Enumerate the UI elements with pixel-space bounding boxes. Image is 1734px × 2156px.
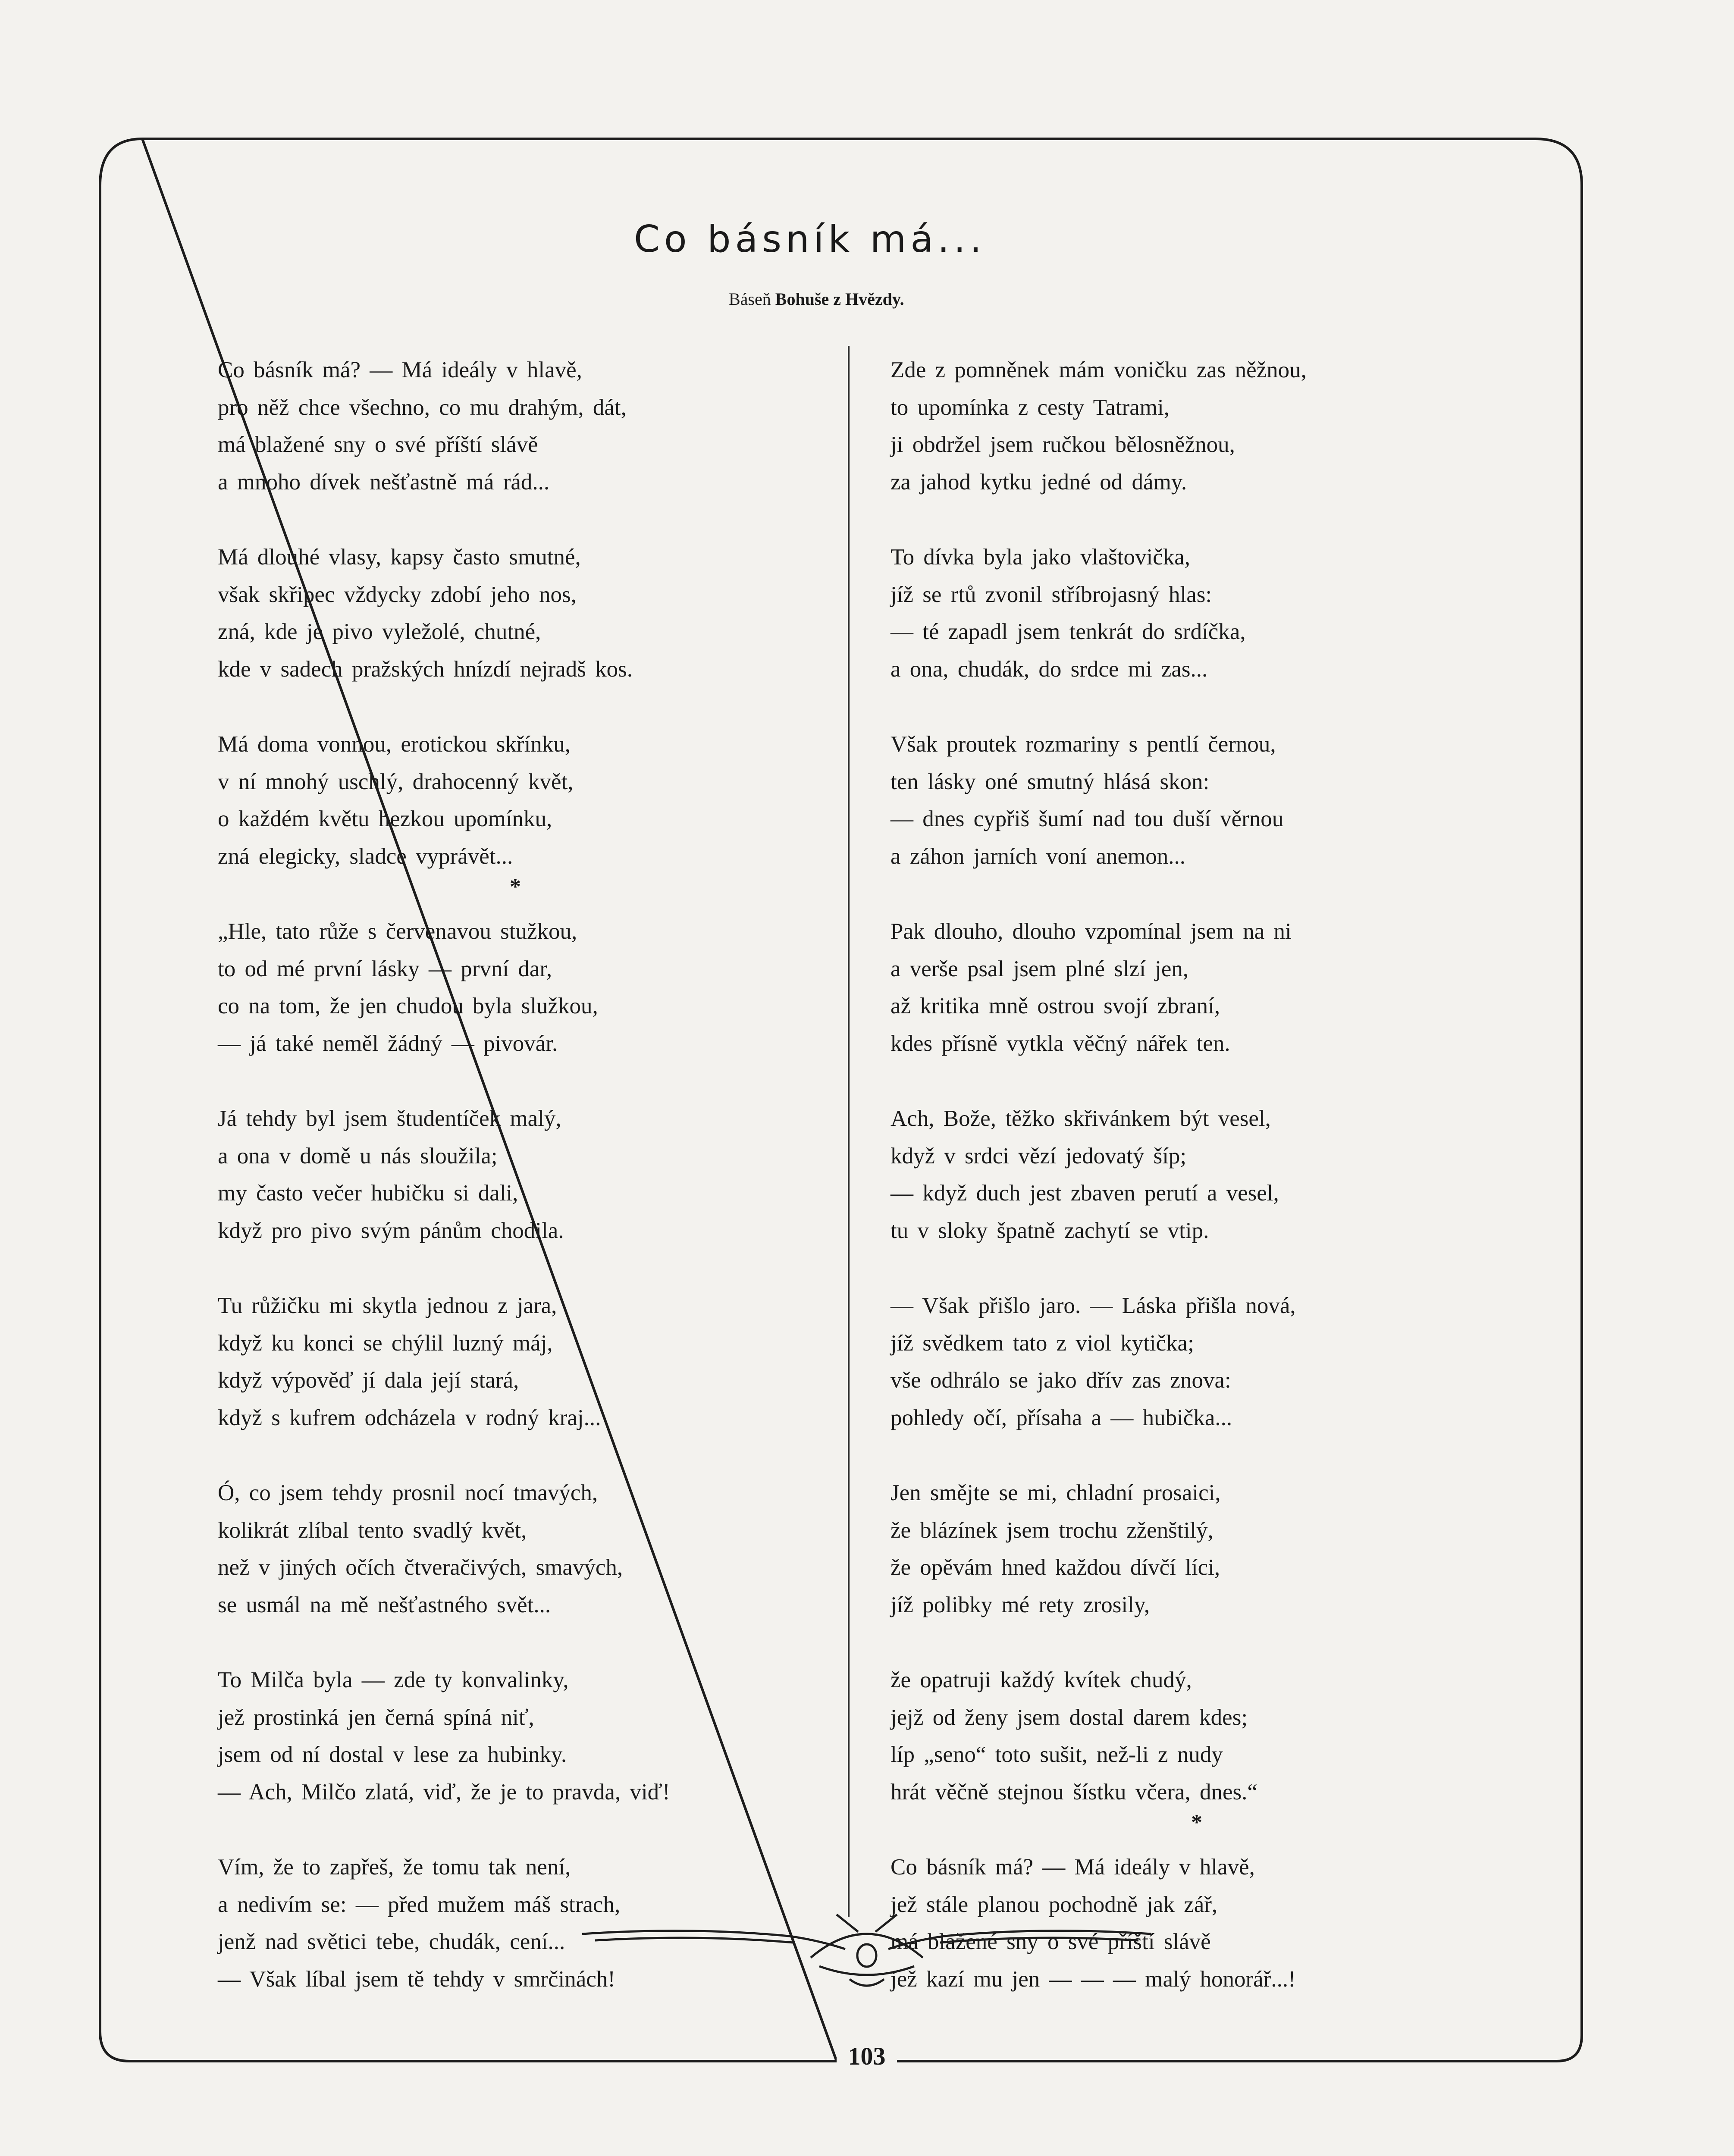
verse-line: Zde z pomněnek mám voničku zas něžnou,: [891, 357, 1307, 382]
verse-line: a ona, chudák, do srdce mi zas...: [891, 656, 1208, 682]
verse-line: to upomínka z cesty Tatrami,: [891, 395, 1170, 420]
verse-line: líp „seno“ toto sušit, než-li z nudy: [891, 1742, 1223, 1767]
verse-line: To Milča byla — zde ty konvalinky,: [218, 1667, 569, 1692]
verse-line: když s kufrem odcházela v rodný kraj...: [218, 1405, 601, 1430]
stanza-separator: *: [510, 874, 521, 899]
verse-line: vše odhrálo se jako dřív zas znova:: [891, 1368, 1231, 1393]
verse-line: jenž nad světici tebe, chudák, cení...: [218, 1929, 565, 1954]
verse-line: v ní mnohý uschlý, drahocenný květ,: [218, 769, 574, 794]
verse-line: kdes přísně vytkla věčný nářek ten.: [891, 1031, 1230, 1056]
verse-line: a mnoho dívek nešťastně má rád...: [218, 469, 550, 495]
verse-line: Má doma vonnou, erotickou skřínku,: [218, 732, 571, 757]
verse-line: — Ach, Milčo zlatá, viď, že je to pravda, viď!: [218, 1779, 670, 1805]
verse-line: my často večer hubičku si dali,: [218, 1181, 518, 1206]
verse-line: „Hle, tato růže s červenavou stužkou,: [218, 919, 577, 944]
verse-line: že opatruji každý kvítek chudý,: [891, 1667, 1192, 1692]
verse-line: že blázínek jsem trochu zženštilý,: [891, 1517, 1213, 1543]
verse-line: — Však líbal jsem tě tehdy v smrčinách!: [218, 1966, 615, 1992]
verse-line: a záhon jarních voní anemon...: [891, 843, 1185, 869]
verse-line: o každém květu hezkou upomínku,: [218, 806, 552, 831]
verse-line: tu v sloky špatně zachytí se vtip.: [891, 1218, 1209, 1243]
verse-line: jež prostinká jen černá spíná niť,: [218, 1705, 534, 1730]
verse-line: — dnes cypřiš šumí nad tou duší věrnou: [891, 806, 1284, 831]
verse-line: Já tehdy byl jsem študentíček malý,: [218, 1106, 561, 1131]
subtitle-prefix: Báseň: [729, 289, 771, 309]
verse-line: Vím, že to zapřeš, že tomu tak není,: [218, 1855, 571, 1880]
verse-line: Ó, co jsem tehdy prosnil nocí tmavých,: [218, 1480, 598, 1505]
verse-line: ji obdržel jsem ručkou bělosněžnou,: [891, 432, 1235, 457]
verse-line: Tu růžičku mi skytla jednou z jara,: [218, 1293, 557, 1318]
verse-line: má blažené sny o své příští slávě: [218, 432, 538, 457]
verse-line: To dívka byla jako vlaštovička,: [891, 545, 1191, 570]
verse-line: jež stále planou pochodně jak zář,: [891, 1892, 1218, 1917]
verse-line: až kritika mně ostrou svojí zbraní,: [891, 993, 1220, 1018]
page-number: 103: [837, 2042, 897, 2071]
verse-line: když výpověď jí dala její stará,: [218, 1368, 519, 1393]
verse-line: však skřipec vždycky zdobí jeho nos,: [218, 582, 577, 607]
verse-line: a nedivím se: — před mužem máš strach,: [218, 1892, 621, 1917]
verse-line: ten lásky oné smutný hlásá skon:: [891, 769, 1210, 794]
verse-line: zná, kde je pivo vyležolé, chutné,: [218, 619, 541, 644]
verse-line: pro něž chce všechno, co mu drahým, dát,: [218, 395, 627, 420]
verse-line: a ona v domě u nás sloužila;: [218, 1143, 498, 1169]
verse-line: Co básník má? — Má ideály v hlavě,: [218, 357, 582, 382]
verse-line: Ach, Bože, těžko skřivánkem být vesel,: [891, 1106, 1271, 1131]
poem-author: Bohuše z Hvězdy.: [775, 289, 904, 309]
verse-line: než v jiných očích čtveračivých, smavých,: [218, 1555, 623, 1580]
verse-line: Má dlouhé vlasy, kapsy často smutné,: [218, 545, 581, 570]
verse-line: — já také neměl žádný — pivovár.: [218, 1031, 558, 1056]
poem-title: Co básník má...: [634, 218, 986, 261]
verse-line: hrát věčně stejnou šístku včera, dnes.“: [891, 1779, 1257, 1805]
verse-line: když v srdci vězí jedovatý šíp;: [891, 1143, 1187, 1169]
verse-line: zná elegicky, sladce vyprávět...: [218, 843, 513, 869]
verse-line: když pro pivo svým pánům chodila.: [218, 1218, 564, 1243]
verse-line: — když duch jest zbaven perutí a vesel,: [891, 1181, 1279, 1206]
verse-line: jejž od ženy jsem dostal darem kdes;: [891, 1705, 1248, 1730]
verse-line: jež kazí mu jen — — — malý honorář...!: [891, 1966, 1296, 1992]
stanza-separator: *: [1191, 1810, 1202, 1835]
verse-line: za jahod kytku jedné od dámy.: [891, 469, 1187, 495]
verse-line: jsem od ní dostal v lese za hubinky.: [218, 1742, 567, 1767]
verse-line: Však proutek rozmariny s pentlí černou,: [891, 732, 1276, 757]
verse-line: to od mé první lásky — první dar,: [218, 956, 552, 981]
verse-line: když ku konci se chýlil luzný máj,: [218, 1330, 553, 1356]
verse-line: jíž svědkem tato z viol kytička;: [891, 1330, 1194, 1356]
verse-line: pohledy očí, přísaha a — hubička...: [891, 1405, 1232, 1430]
verse-line: — Však přišlo jaro. — Láska přišla nová,: [891, 1293, 1296, 1318]
verse-line: jíž se rtů zvonil stříbrojasný hlas:: [891, 582, 1212, 607]
verse-line: jíž polibky mé rety zrosily,: [891, 1592, 1150, 1617]
verse-line: a verše psal jsem plné slzí jen,: [891, 956, 1189, 981]
verse-line: Co básník má? — Má ideály v hlavě,: [891, 1855, 1255, 1880]
verse-line: Pak dlouho, dlouho vzpomínal jsem na ni: [891, 919, 1292, 944]
verse-line: že opěvám hned každou dívčí líci,: [891, 1555, 1220, 1580]
verse-line: kde v sadech pražských hnízdí nejradš kos.: [218, 656, 633, 682]
verse-line: se usmál na mě nešťastného svět...: [218, 1592, 551, 1617]
verse-line: má blažené sny o své příští slávě: [891, 1929, 1211, 1954]
verse-line: — té zapadl jsem tenkrát do srdíčka,: [891, 619, 1246, 644]
verse-line: kolikrát zlíbal tento svadlý květ,: [218, 1517, 527, 1543]
verse-line: co na tom, že jen chudou byla služkou,: [218, 993, 598, 1018]
verse-line: Jen smějte se mi, chladní prosaici,: [891, 1480, 1221, 1505]
